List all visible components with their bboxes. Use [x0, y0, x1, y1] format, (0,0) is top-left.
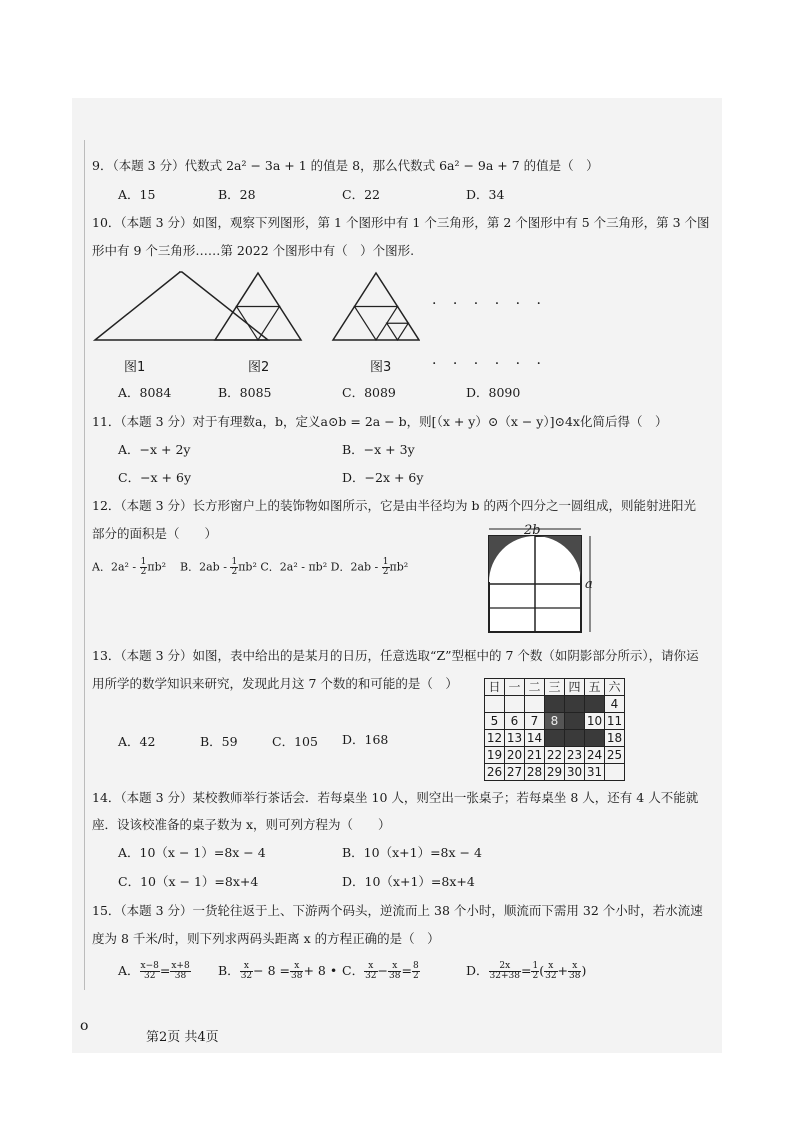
q12-option-d-post: πb² [389, 560, 409, 574]
calendar-header-cell: 二 [525, 679, 545, 696]
q10-stem-line1: 10．（本题 3 分）如图，观察下列图形，第 1 个图形中有 1 个三角形，第 2 个图形中有 5 个三角形，第 3 个图 [92, 215, 710, 230]
caption-figure3: 图3 [370, 360, 392, 375]
page-number: 第2页 共4页 [146, 1030, 219, 1045]
calendar-cell: 29 [545, 764, 565, 781]
q10-dots-bottom: · · · · · · [432, 356, 547, 372]
binding-hole-mark: o [80, 1018, 89, 1034]
label-2b: 2b [524, 524, 541, 538]
calendar-cell [505, 696, 525, 713]
calendar-cell: 6 [505, 713, 525, 730]
calendar-row [485, 764, 625, 781]
calendar-cell: 11 [605, 713, 625, 730]
calendar-cell: 21 [525, 747, 545, 764]
calendar-cell: 30 [565, 764, 585, 781]
q12-window-figure [484, 524, 600, 636]
calendar-cell-shaded [545, 696, 565, 713]
q15-option-d: D． $\frac{2x}{32+38}$ = $\frac{1}{2}$ ( $\frac{x}{32}$ + $\frac{x}{38}$ ) [466, 961, 587, 981]
q15-option-c: C． $\frac{x}{32}$ − $\frac{x}{38}$ = $\frac{8}{2}$ [342, 961, 419, 981]
q14-option-d: D．10（x+1）=8x+4 [342, 874, 475, 889]
calendar-cell: 5 [485, 713, 505, 730]
q14-stem-line2: 座．设该校准备的桌子数为 x，则可列方程为（ ） [92, 817, 391, 832]
q11-option-b: B．−x + 3y [342, 442, 415, 457]
calendar-cell-shaded [565, 696, 585, 713]
q10-stem-line2: 形中有 9 个三角形……第 2022 个图形中有（ ）个图形. [92, 243, 415, 258]
calendar-cell: 20 [505, 747, 525, 764]
q12-option-d-pre: D．2ab - [330, 560, 379, 574]
q9-stem: 9．（本题 3 分）代数式 2a² − 3a + 1 的值是 8，那么代数式 6a² − 9a + 7 的值是（ ） [92, 158, 599, 173]
q13-stem-line1: 13．（本题 3 分）如图，表中给出的是某月的日历，任意选取“Z”型框中的 7 个数（如阴影部分所示），请你运 [92, 648, 699, 663]
calendar-cell: 12 [485, 730, 505, 747]
calendar-table [484, 678, 625, 781]
calendar-cell: 28 [525, 764, 545, 781]
margin-line [84, 140, 85, 990]
calendar-cell: 4 [605, 696, 625, 713]
q12-option-b-half: $\frac{1}{2}$ [231, 557, 238, 577]
calendar-header-cell: 五 [585, 679, 605, 696]
calendar-cell: 10 [585, 713, 605, 730]
q12-option-b-pre: B．2ab - [180, 560, 227, 574]
calendar-cell [605, 764, 625, 781]
calendar-cell: 14 [525, 730, 545, 747]
q10-dots-top: · · · · · · [432, 296, 547, 312]
q13-option-c: C．105 [272, 734, 318, 749]
calendar-cell: 24 [585, 747, 605, 764]
q13-option-b: B．59 [200, 734, 238, 749]
calendar-cell [485, 696, 505, 713]
q9-option-c: C．22 [342, 187, 380, 202]
calendar-row [485, 730, 625, 747]
q10-figures [90, 268, 420, 346]
q15-stem-line1: 15．（本题 3 分）一货轮往返于上、下游两个码头，逆流而上 38 个小时，顺流而下需用 32 个小时，若水流速 [92, 903, 703, 918]
calendar-cell: 31 [585, 764, 605, 781]
calendar-cell-shaded [565, 730, 585, 747]
calendar-cell-shaded [545, 730, 565, 747]
q12-option-a-pre: A．2a² - [92, 560, 137, 574]
q14-option-a: A．10（x − 1）=8x − 4 [118, 845, 266, 860]
q10-option-a: A．8084 [118, 385, 172, 400]
q13-stem-line2: 用所学的数学知识来研究，发现此月这 7 个数的和可能的是（ ） [92, 676, 458, 691]
calendar-row [485, 713, 625, 730]
q15-stem-line2: 度为 8 千米/时，则下列求两码头距离 x 的方程正确的是（ ） [92, 931, 440, 946]
calendar-cell: 13 [505, 730, 525, 747]
calendar-cell-shaded [565, 713, 585, 730]
q12-option-a-half: $\frac{1}{2}$ [140, 557, 147, 577]
calendar-cell: 7 [525, 713, 545, 730]
calendar-row [485, 747, 625, 764]
calendar-cell: 18 [605, 730, 625, 747]
calendar-header-cell: 一 [505, 679, 525, 696]
calendar-cell-shaded [585, 696, 605, 713]
caption-figure2: 图2 [248, 360, 270, 375]
q9-option-a: A．15 [118, 187, 156, 202]
calendar-cell-shaded: 8 [545, 713, 565, 730]
q10-option-b: B．8085 [218, 385, 272, 400]
calendar-header-cell: 日 [485, 679, 505, 696]
calendar-cell [525, 696, 545, 713]
q11-option-d: D．−2x + 6y [342, 470, 424, 485]
q9-option-d: D．34 [466, 187, 505, 202]
calendar-cell: 27 [505, 764, 525, 781]
calendar-header-cell: 四 [565, 679, 585, 696]
q14-stem-line1: 14．（本题 3 分）某校教师举行茶话会．若每桌坐 10 人，则空出一张桌子；若每桌坐 8 人，还有 4 人不能就 [92, 790, 699, 805]
label-a: a [585, 577, 593, 592]
q13-option-d: D．168 [342, 732, 389, 747]
calendar-header-cell: 六 [605, 679, 625, 696]
q12-options [92, 558, 408, 577]
figure3-nested-triangle [387, 323, 409, 340]
q11-option-c: C．−x + 6y [118, 470, 192, 485]
calendar-cell: 23 [565, 747, 585, 764]
q11-stem: 11．（本题 3 分）对于有理数a，b，定义a⊙b = 2a − b，则[（x + y）⊙（x − y）]⊙4x化简后得（ ） [92, 414, 668, 429]
q13-option-a: A．42 [118, 734, 156, 749]
caption-figure1: 图1 [124, 360, 146, 375]
calendar-cell-shaded [585, 730, 605, 747]
q10-option-d: D．8090 [466, 385, 521, 400]
q14-option-c: C．10（x − 1）=8x+4 [118, 874, 259, 889]
calendar-cell: 26 [485, 764, 505, 781]
q15-option-a: A． $\frac{x-8}{32}$ = $\frac{x+8}{38}$ [118, 961, 190, 981]
q15-option-b: B． $\frac{x}{32}$ − 8 = $\frac{x}{38}$ + 8 • [218, 961, 338, 981]
q12-option-d-half: $\frac{1}{2}$ [382, 557, 389, 577]
calendar-row [485, 696, 625, 713]
q11-option-a: A．−x + 2y [118, 442, 191, 457]
q14-option-b: B．10（x+1）=8x − 4 [342, 845, 482, 860]
figure2-inner-triangle [237, 307, 280, 341]
q12-option-bc: πb² C．2a² - πb² [238, 560, 328, 574]
q12-stem-line2: 部分的面积是（ ） [92, 526, 218, 541]
q12-stem-line1: 12．（本题 3 分）长方形窗户上的装饰物如图所示，它是由半径均为 b 的两个四分之一圆组成，则能射进阳光 [92, 498, 697, 513]
q12-option-a-post: πb² [147, 560, 167, 574]
q10-option-c: C．8089 [342, 385, 396, 400]
q9-option-b: B．28 [218, 187, 256, 202]
calendar-cell: 22 [545, 747, 565, 764]
calendar-header-row [485, 679, 625, 696]
calendar-header-cell: 三 [545, 679, 565, 696]
calendar-cell: 25 [605, 747, 625, 764]
calendar-cell: 19 [485, 747, 505, 764]
